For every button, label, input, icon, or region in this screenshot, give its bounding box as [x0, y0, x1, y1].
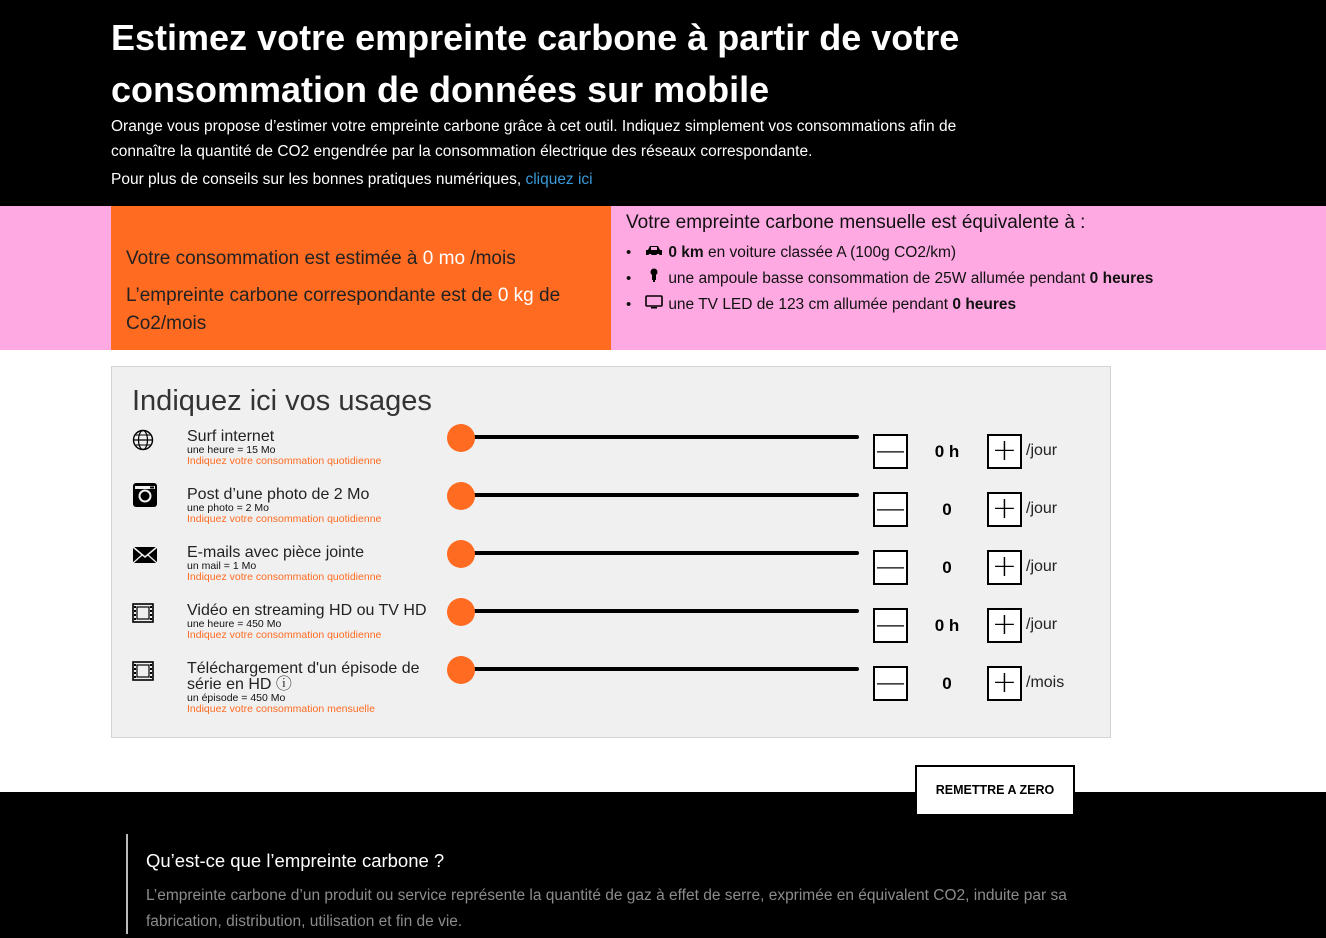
decrement-button[interactable]: —	[873, 666, 908, 701]
slider-thumb[interactable]	[447, 656, 475, 684]
usage-row-email	[112, 545, 1112, 603]
consumption-estimate	[126, 246, 516, 272]
slider-thumb[interactable]	[447, 598, 475, 626]
usage-label: Vidéo en streaming HD ou TV HD	[187, 602, 427, 619]
usage-hint: Indiquez votre consommation quotidienne	[187, 455, 382, 467]
usage-sub: un épisode = 450 Mo	[187, 692, 286, 704]
carbon-suffix: de Co2/mois	[126, 285, 561, 334]
tv-hours-value: 0 heures	[952, 296, 1017, 313]
increment-button[interactable]: +	[987, 492, 1022, 527]
usage-label: Téléchargement d'un épisode de série en HD ⓘ	[187, 660, 420, 693]
bulb-text: une ampoule basse consommation de 25W allumée pendant	[668, 270, 1090, 287]
camera-icon	[132, 482, 158, 508]
info-divider	[126, 834, 128, 934]
info-section	[0, 792, 1326, 938]
usage-value: 0	[942, 500, 952, 519]
film-icon	[132, 661, 158, 687]
usages-title: Indiquez ici vos usages	[132, 385, 432, 417]
equivalent-car	[626, 240, 1306, 266]
usage-row-download	[112, 661, 1112, 719]
usage-label: Surf internet	[187, 428, 275, 445]
info-text: L’empreinte carbone d’un produit ou service représente la quantité de gaz à effet de serre, exprimée en équivalent CO2, induite par sa fabrication, distribution, utilisation et fin de vie.	[146, 887, 1067, 930]
usage-hint: Indiquez votre consommation mensuelle	[187, 703, 375, 715]
increment-button[interactable]: +	[987, 666, 1022, 701]
car-text: en voiture classée A (100g CO2/km)	[703, 244, 957, 261]
lightbulb-icon	[644, 266, 664, 292]
usage-hint: Indiquez votre consommation quotidienne	[187, 629, 382, 641]
info-title: Qu’est-ce que l’empreinte carbone ?	[146, 850, 445, 871]
usage-unit: /jour	[1026, 616, 1058, 633]
slider-thumb[interactable]	[447, 424, 475, 452]
intro-text: Orange vous propose d’estimer votre empreinte carbone grâce à cet outil. Indiquez simplement vos consommations afin de connaître la quantité de CO2 engendrée par la consommation électrique des réseaux correspondante.	[111, 118, 957, 160]
usages-panel	[111, 366, 1111, 738]
reset-button[interactable]: REMETTRE A ZERO	[915, 765, 1075, 816]
estimate-box	[111, 206, 611, 350]
page-title: Estimez votre empreinte carbone à partir de votre consommation de données sur mobile	[111, 17, 960, 110]
slider-thumb[interactable]	[447, 482, 475, 510]
usage-value: 0 h	[934, 442, 960, 461]
usage-sub: une heure = 15 Mo	[187, 444, 276, 456]
slider-track[interactable]	[461, 667, 859, 671]
decrement-button[interactable]: —	[873, 434, 908, 469]
tv-icon	[644, 292, 664, 318]
usage-row-streaming	[112, 603, 1112, 661]
decrement-button[interactable]: —	[873, 608, 908, 643]
increment-button[interactable]: +	[987, 434, 1022, 469]
increment-button[interactable]: +	[987, 608, 1022, 643]
car-icon	[644, 240, 664, 266]
tips-text	[111, 169, 593, 191]
decrement-button[interactable]: —	[873, 550, 908, 585]
usage-hint: Indiquez votre consommation quotidienne	[187, 571, 382, 583]
film-icon	[132, 603, 158, 629]
slider-track[interactable]	[461, 551, 859, 555]
usage-value: 0 h	[934, 616, 960, 635]
globe-icon	[132, 429, 158, 455]
consumption-value: 0 mo	[422, 248, 466, 269]
usage-unit: /jour	[1026, 442, 1058, 459]
usage-unit: /jour	[1026, 500, 1058, 517]
tips-label: Pour plus de conseils sur les bonnes pratiques numériques,	[111, 171, 526, 188]
usage-sub: un mail = 1 Mo	[187, 560, 257, 572]
equivalent-bulb	[626, 266, 1306, 292]
car-km-value: 0 km	[668, 244, 704, 261]
equivalents-panel	[626, 210, 1306, 318]
tv-text: une TV LED de 123 cm allumée pendant	[668, 296, 953, 313]
usage-unit: /mois	[1026, 674, 1065, 691]
tips-link[interactable]: cliquez ici	[525, 171, 593, 188]
decrement-button[interactable]: —	[873, 492, 908, 527]
bulb-hours-value: 0 heures	[1089, 270, 1154, 287]
usage-sub: une heure = 450 Mo	[187, 618, 282, 630]
page-header	[0, 0, 1326, 206]
usage-sub: une photo = 2 Mo	[187, 502, 270, 514]
usage-value: 0	[942, 674, 952, 693]
consumption-prefix: Votre consommation est estimée à	[126, 248, 423, 269]
increment-button[interactable]: +	[987, 550, 1022, 585]
carbon-estimate	[126, 282, 606, 338]
usage-label: Post d’une photo de 2 Mo	[187, 486, 370, 503]
carbon-prefix: L’empreinte carbone correspondante est de	[126, 285, 498, 306]
equivalents-title: Votre empreinte carbone mensuelle est équivalente à :	[626, 212, 1086, 233]
usage-row-surf	[112, 429, 1112, 487]
slider-track[interactable]	[461, 609, 859, 613]
usage-row-photo	[112, 487, 1112, 545]
equivalent-tv	[626, 292, 1306, 318]
usage-hint: Indiquez votre consommation quotidienne	[187, 513, 382, 525]
envelope-icon	[132, 545, 158, 571]
usage-value: 0	[942, 558, 952, 577]
usage-label: E-mails avec pièce jointe	[187, 544, 364, 561]
consumption-suffix: /mois	[465, 248, 516, 269]
usage-unit: /jour	[1026, 558, 1058, 575]
slider-track[interactable]	[461, 435, 859, 439]
slider-thumb[interactable]	[447, 540, 475, 568]
carbon-value: 0 kg	[497, 285, 534, 306]
slider-track[interactable]	[461, 493, 859, 497]
